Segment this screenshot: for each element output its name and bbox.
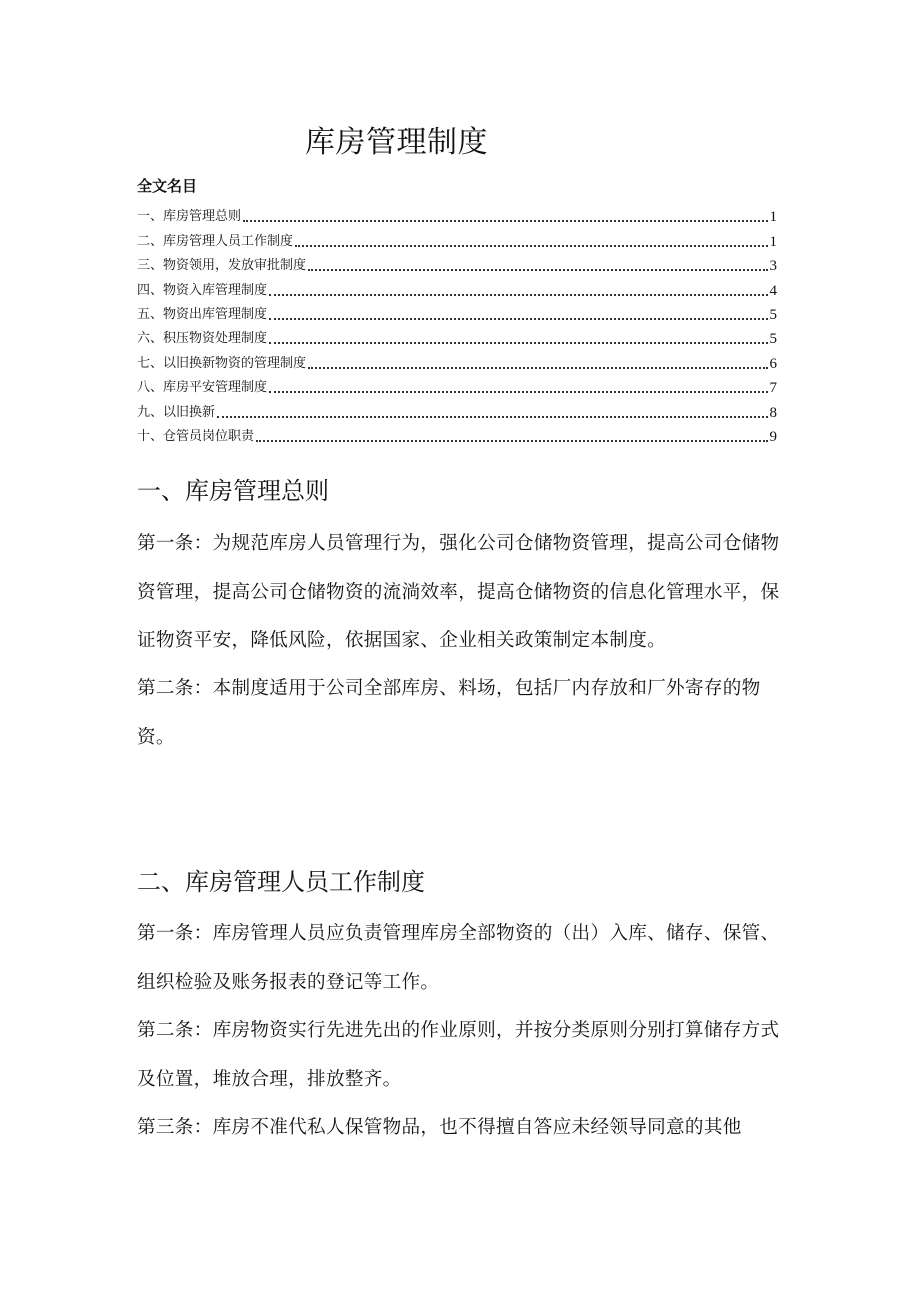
toc-entry[interactable] xyxy=(137,324,777,348)
section-paragraph: 第二条：库房物资实行先进先出的作业原则，并按分类原则分别打算储存方式及位置，堆放合理，排放整齐。 xyxy=(137,1020,780,1090)
toc-entry-page: 5 xyxy=(769,331,777,348)
toc-dot-leader xyxy=(269,318,767,320)
toc-entry-label: 九、以旧换新 xyxy=(137,404,216,420)
toc-dot-leader xyxy=(269,294,767,296)
toc-dot-leader xyxy=(269,391,767,393)
toc-entry-label: 十、仓管员岗位职责 xyxy=(137,428,255,444)
toc-entry-page: 1 xyxy=(769,209,777,226)
toc-dot-leader xyxy=(308,367,767,369)
toc-entry-label: 五、物资出库管理制度 xyxy=(137,306,268,322)
toc-entry-label: 八、库房平安管理制度 xyxy=(137,380,268,396)
toc-entry-label: 七、以旧换新物资的管理制度 xyxy=(137,355,307,371)
toc-entry-label: 三、物资领用，发放审批制度 xyxy=(137,258,307,274)
table-of-contents xyxy=(137,202,777,446)
toc-entry[interactable] xyxy=(137,251,777,275)
toc-entry[interactable] xyxy=(137,422,777,446)
toc-entry-page: 9 xyxy=(769,428,777,445)
toc-entry[interactable] xyxy=(137,348,777,372)
toc-entry[interactable] xyxy=(137,202,777,226)
toc-dot-leader xyxy=(308,269,767,271)
section-heading: 一、库房管理总则 xyxy=(137,477,329,505)
document-title: 库房管理制度 xyxy=(305,125,488,160)
toc-dot-leader xyxy=(269,342,767,344)
toc-entry-page: 1 xyxy=(769,233,777,250)
section-paragraph: 第一条：为规范库房人员管理行为，强化公司仓储物资管理，提高公司仓储物资管理，提高公司仓储物资的流淌效率，提高仓储物资的信息化管理水平，保证物资平安，降低风险，依据国家、企业相关政策制定本制度。 xyxy=(137,533,780,651)
toc-entry[interactable] xyxy=(137,226,777,250)
toc-dot-leader xyxy=(243,220,767,222)
toc-entry-label: 六、积压物资处理制度 xyxy=(137,331,268,347)
section-paragraph: 第二条：本制度适用于公司全部库房、料场，包括厂内存放和厂外寄存的物资。 xyxy=(137,678,761,748)
section-paragraph: 第三条：库房不准代私人保管物品，也不得擅自答应未经领导同意的其他 xyxy=(137,1117,742,1138)
toc-heading: 全文名目 xyxy=(137,177,198,195)
toc-entry-page: 5 xyxy=(769,306,777,323)
toc-dot-leader xyxy=(256,440,767,442)
toc-dot-leader xyxy=(217,416,767,418)
toc-entry-page: 6 xyxy=(769,355,777,372)
toc-entry-page: 8 xyxy=(769,404,777,421)
toc-entry-page: 7 xyxy=(769,380,777,397)
toc-entry-label: 四、物资入库管理制度 xyxy=(137,282,268,298)
toc-entry[interactable] xyxy=(137,275,777,299)
section-heading: 二、库房管理人员工作制度 xyxy=(137,868,425,896)
toc-entry-label: 二、库房管理人员工作制度 xyxy=(137,233,294,249)
toc-entry[interactable] xyxy=(137,300,777,324)
toc-dot-leader xyxy=(295,245,767,247)
toc-entry[interactable] xyxy=(137,373,777,397)
section-paragraph: 第一条：库房管理人员应负责管理库房全部物资的（出）入库、储存、保管、组织检验及账务报表的登记等工作。 xyxy=(137,923,780,993)
toc-entry-label: 一、库房管理总则 xyxy=(137,209,242,225)
toc-entry-page: 4 xyxy=(769,282,777,299)
toc-entry-page: 3 xyxy=(769,258,777,275)
toc-entry[interactable] xyxy=(137,397,777,421)
